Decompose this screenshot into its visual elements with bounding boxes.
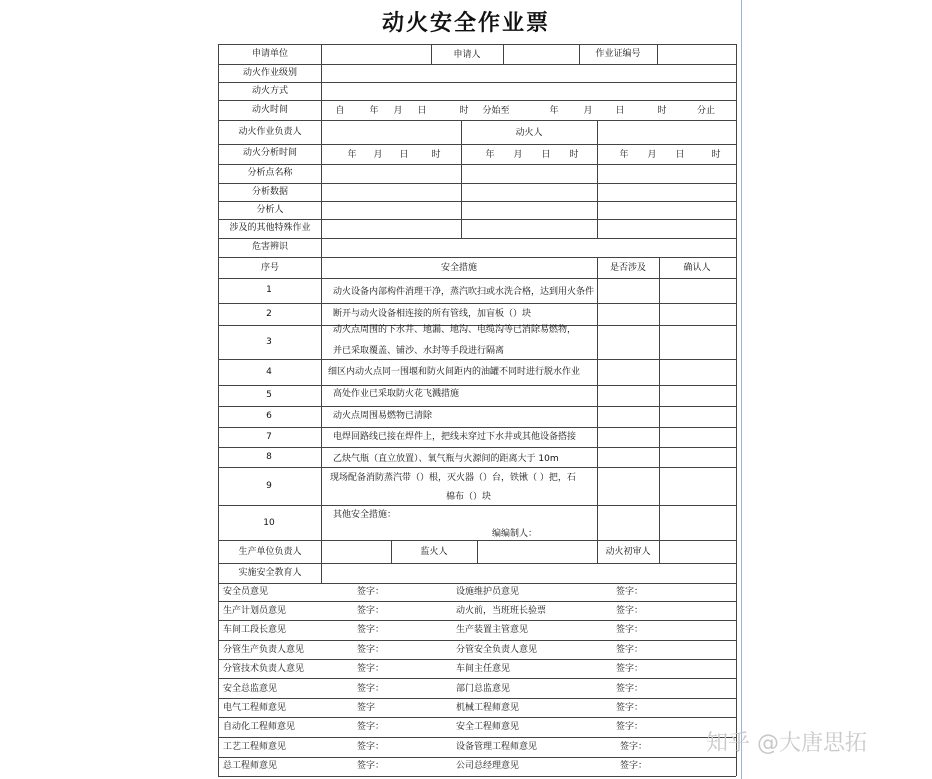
r0-rule-b xyxy=(503,44,504,64)
sign-label-left: 签字： xyxy=(357,606,385,616)
other-special-work-label: 涉及的其他特殊作业 xyxy=(229,223,311,233)
resp-rule-b xyxy=(477,540,478,563)
fire-time-part: 日 xyxy=(417,106,427,116)
measure-row-no: 1 xyxy=(266,285,272,295)
row-rule-3 xyxy=(218,100,736,101)
measure-inv-rule xyxy=(597,257,598,540)
fire-time-part: 月 xyxy=(583,106,593,116)
fire-time-label: 动火时间 xyxy=(251,105,288,115)
r0-rule-d xyxy=(657,44,658,64)
analysis-time-part: 时 xyxy=(431,150,441,160)
analysis-point-label: 分析点名称 xyxy=(247,168,293,178)
opinion-label-left: 生产计划员意见 xyxy=(223,606,287,616)
applicant-unit-label: 申请单位 xyxy=(251,49,288,59)
sign-label-left: 签字： xyxy=(357,645,385,655)
permit-no-label: 作业证编号 xyxy=(595,49,641,59)
row-rule-1 xyxy=(218,64,736,65)
sign-label-left: 签字 xyxy=(357,703,376,713)
form-title: 动火安全作业票 xyxy=(381,10,550,36)
measure-row-no: 4 xyxy=(266,367,272,377)
measure-text: 现场配备消防蒸汽带（）根，灭火器（）台，铁锹（ ）把，石 xyxy=(330,473,576,483)
analysis-time-part: 年 xyxy=(485,150,495,160)
row-rule-30 xyxy=(218,698,736,699)
involved-header: 是否涉及 xyxy=(609,263,646,273)
confirmer-header: 确认人 xyxy=(683,263,711,273)
mid-rule-b xyxy=(597,120,598,238)
opinion-label-right: 安全工程师意见 xyxy=(456,722,520,732)
outer-left-rule xyxy=(218,44,219,776)
measure-conf-rule xyxy=(659,257,660,540)
measure-text: 动火设备内部构件消理干净，蒸汽吹扫或水洗合格，达到用火条件 xyxy=(333,287,595,297)
opinion-label-left: 车间工段长意见 xyxy=(223,625,287,635)
measure-text: 细区内动火点同一围堰和防火间距内的油罐不同时进行脱水作业 xyxy=(328,367,581,377)
sign-label-left: 签字： xyxy=(357,664,385,674)
watermark: 知乎 @大唐思拓 xyxy=(706,731,867,756)
fire-time-part: 时 xyxy=(459,106,469,116)
label-col-rule xyxy=(321,44,322,257)
sign-label-left: 签字： xyxy=(357,684,385,694)
fire-time-part: 自 xyxy=(335,106,345,116)
row-rule-23 xyxy=(218,563,736,564)
measure-text: 动火点周围的下水井、地漏、地沟、电缆沟等已消除易燃物， xyxy=(333,325,577,335)
sign-label-right: 签字： xyxy=(616,684,644,694)
sign-label-right: 签字： xyxy=(616,587,644,597)
opinion-label-left: 工艺工程师意见 xyxy=(223,742,287,752)
measure-row-no: 5 xyxy=(266,390,272,400)
resp-label-rule xyxy=(321,540,322,583)
row-rule-10 xyxy=(218,238,736,239)
fire-worker-label: 动火人 xyxy=(515,128,543,138)
measure-row-no: 3 xyxy=(266,337,272,347)
opinion-label-right: 分管安全负责人意见 xyxy=(456,645,538,655)
analysis-time-part: 月 xyxy=(513,150,523,160)
fire-level-label: 动火作业级别 xyxy=(242,68,297,78)
analysis-time-part: 时 xyxy=(711,150,721,160)
analysis-time-part: 月 xyxy=(373,150,383,160)
measure-no-header: 序号 xyxy=(260,263,279,273)
measure-text: 断开与动火设备相连接的所有管线，加盲板（）块 xyxy=(333,309,532,319)
measure-row-no: 2 xyxy=(266,309,272,319)
sign-label-left: 签字： xyxy=(357,761,385,771)
row-rule-34 xyxy=(218,776,736,777)
row-rule-25 xyxy=(218,601,736,602)
fire-time-part: 年 xyxy=(369,106,379,116)
measure-row-no: 7 xyxy=(266,432,272,442)
sign-label-left: 签字： xyxy=(357,722,385,732)
resp-rule-d xyxy=(659,540,660,563)
sign-label-right: 签字： xyxy=(620,742,648,752)
fire-time-part: 分始至 xyxy=(482,106,510,116)
row-rule-0 xyxy=(218,44,736,45)
analysis-data-label: 分析数据 xyxy=(251,187,288,197)
sign-label-left: 签字： xyxy=(357,587,385,597)
fire-time-part: 月 xyxy=(393,106,403,116)
analysis-time-part: 日 xyxy=(399,150,409,160)
row-rule-7 xyxy=(218,183,736,184)
analyst-label: 分析人 xyxy=(256,205,284,215)
measure-text: 编编制人： xyxy=(492,529,538,539)
permit-form-table xyxy=(218,44,736,779)
analysis-time-part: 年 xyxy=(619,150,629,160)
row-rule-24 xyxy=(218,583,736,584)
opinion-label-right: 机械工程师意见 xyxy=(456,703,520,713)
measure-text: 动火点周围易燃物已清除 xyxy=(333,411,433,421)
row-rule-33 xyxy=(218,757,736,758)
opinion-label-left: 自动化工程师意见 xyxy=(223,722,296,732)
fire-time-part: 年 xyxy=(549,106,559,116)
row-rule-31 xyxy=(218,717,736,718)
sign-label-right: 签字： xyxy=(616,645,644,655)
opinion-label-right: 动火前，当班班长验票 xyxy=(456,606,547,616)
fire-time-part: 分止 xyxy=(696,106,715,116)
row-rule-32 xyxy=(218,737,736,738)
sign-label-right: 签字： xyxy=(620,761,648,771)
row-rule-9 xyxy=(218,219,736,220)
measure-header: 安全措施 xyxy=(440,263,477,273)
row-rule-27 xyxy=(218,640,736,641)
safety-educator-label: 实施安全教育人 xyxy=(238,568,302,578)
opinion-label-left: 安全员意见 xyxy=(223,587,269,597)
analysis-time-part: 年 xyxy=(347,150,357,160)
fire-leader-label: 动火作业负责人 xyxy=(238,127,302,137)
page-edge-line xyxy=(741,0,742,779)
opinion-label-right: 设备管理工程师意见 xyxy=(456,742,538,752)
measure-text: 其他安全措施： xyxy=(333,510,397,520)
row-rule-5 xyxy=(218,144,736,145)
opinion-label-right: 车间主任意见 xyxy=(456,664,511,674)
analysis-time-part: 日 xyxy=(675,150,685,160)
measure-row-no: 8 xyxy=(266,452,272,462)
row-rule-29 xyxy=(218,678,736,679)
measure-no-rule xyxy=(321,257,322,540)
sign-label-right: 签字： xyxy=(616,625,644,635)
sign-label-right: 签字： xyxy=(616,606,644,616)
resp-rule-a xyxy=(391,540,392,563)
measure-text: 并已采取覆盖、铺沙、水封等手段进行隔离 xyxy=(333,346,505,356)
sign-label-right: 签字： xyxy=(616,703,644,713)
sign-label-right: 签字： xyxy=(616,722,644,732)
analysis-time-label: 动火分析时间 xyxy=(242,148,297,158)
row-rule-4 xyxy=(218,120,736,121)
analysis-time-part: 月 xyxy=(647,150,657,160)
measure-row-no: 10 xyxy=(263,518,275,528)
hazard-id-label: 危害辨识 xyxy=(251,242,288,252)
prod-unit-leader-label: 生产单位负责人 xyxy=(238,547,302,557)
opinion-label-left: 电气工程师意见 xyxy=(223,703,287,713)
analysis-time-part: 时 xyxy=(569,150,579,160)
opinion-label-left: 分管技术负责人意见 xyxy=(223,664,305,674)
applicant-label: 申请人 xyxy=(453,50,481,60)
sign-label-left: 签字： xyxy=(357,742,385,752)
measure-text: 电焊回路线已接在焊件上，把线未穿过下水井或其他设备搭接 xyxy=(333,432,577,442)
fire-method-label: 动火方式 xyxy=(251,86,288,96)
opinion-label-right: 部门总监意见 xyxy=(456,684,511,694)
fire-watcher-label: 监火人 xyxy=(420,547,448,557)
row-rule-28 xyxy=(218,659,736,660)
outer-right-rule xyxy=(736,44,737,776)
measure-row-no: 9 xyxy=(266,481,272,491)
measure-text: 乙炔气瓶（直立放置）、氧气瓶与火源间的距离大于 10m xyxy=(333,454,559,464)
analysis-time-part: 日 xyxy=(541,150,551,160)
fire-time-part: 日 xyxy=(615,106,625,116)
row-rule-2 xyxy=(218,82,736,83)
opinion-label-left: 分管生产负责人意见 xyxy=(223,645,305,655)
sign-label-right: 签字： xyxy=(616,664,644,674)
fire-time-part: 时 xyxy=(657,106,667,116)
fire-initial-reviewer-label: 动火初审人 xyxy=(605,547,651,557)
measure-text: 高处作业已采取防火花飞溅措施 xyxy=(333,389,460,399)
opinion-label-right: 生产装置主管意见 xyxy=(456,625,529,635)
row-rule-8 xyxy=(218,201,736,202)
sign-label-left: 签字： xyxy=(357,625,385,635)
opinion-label-left: 总工程师意见 xyxy=(223,761,278,771)
measure-text: 棉布（）块 xyxy=(446,492,492,502)
row-rule-6 xyxy=(218,164,736,165)
row-rule-26 xyxy=(218,620,736,621)
opinion-label-right: 设施维护员意见 xyxy=(456,587,520,597)
measure-row-no: 6 xyxy=(266,411,272,421)
opinion-label-right: 公司总经理意见 xyxy=(456,761,520,771)
mid-rule-a xyxy=(461,120,462,238)
opinion-label-left: 安全总监意见 xyxy=(223,684,278,694)
